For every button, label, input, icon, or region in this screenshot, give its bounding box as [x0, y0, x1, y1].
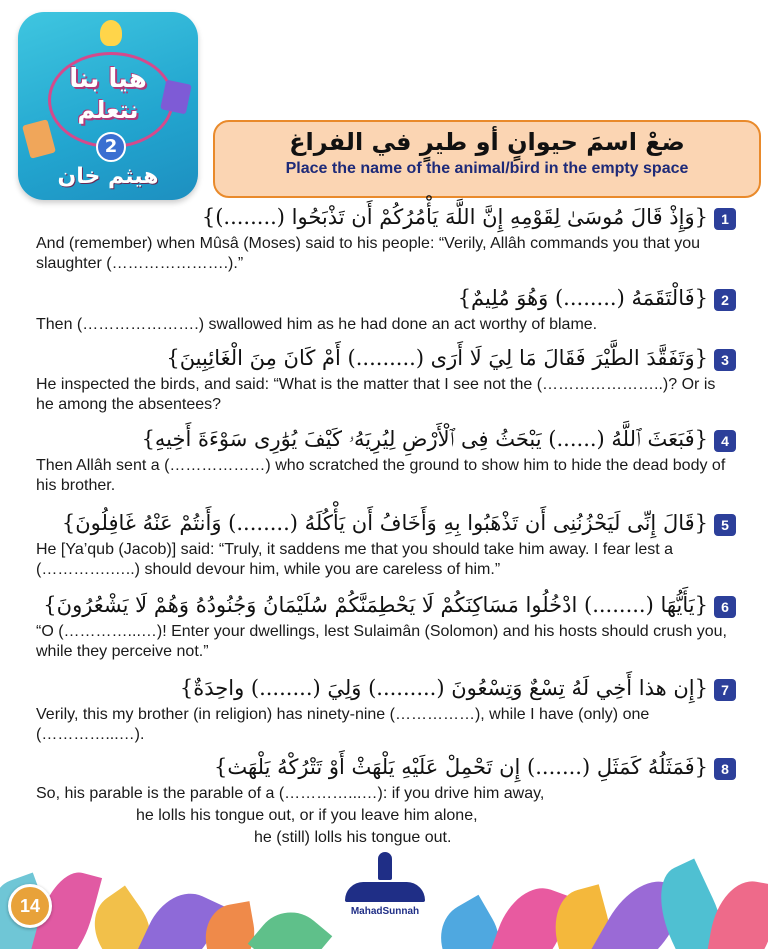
ayah-line: {وَإِذْ قَالَ مُوسَىٰ لِقَوْمِهِ إِنَّ اللَّهَ يَأْمُرُكُمْ أَن تَذْبَحُوا (........)} — [201, 205, 708, 229]
instruction-english: Place the name of the animal/bird in the empty space — [285, 160, 689, 177]
ayah-text — [36, 590, 736, 620]
ayah-text — [36, 343, 736, 373]
ayah-line: {قَالَ إِنِّى لَيَحْزُنُنِى أَن تَذْهَبُوا بِهِ وَأَخَافُ أَن يَأْكُلَهُ (........) وَأَنتُمْ عَنْهُ غَافِلُونَ} — [61, 511, 708, 535]
ayah-line: {يَأَيُّهَا (........) ادْخُلُوا مَسَاكِنَكُمْ لَا يَحْطِمَنَّكُمْ سُلَيْمَانُ وَجُنُودُهُ وَهُمْ لَا يَشْعُرُونَ} — [43, 593, 708, 617]
ayah-text — [36, 424, 736, 454]
ayah-line: {فَمَثَلُهُ كَمَثَلِ (.......) إِن تَحْمِلْ عَلَيْهِ يَلْهَثْ أَوْ تَتْرُكْهُ يَلْهَث} — [214, 755, 708, 779]
translation-text: Verily, this my brother (in religion) has ninety-nine (……………), while I have (only) one (…………...…). — [36, 706, 650, 743]
translation-text: Then Allâh sent a (………………) who scratched the ground to show him to hide the dead body of his brother. — [36, 457, 726, 494]
translation-line-2: he lolls his tongue out, or if you leave him alone, — [136, 807, 478, 824]
publisher-name: MahadSunnah — [350, 906, 420, 917]
exercise-item-4 — [36, 424, 736, 496]
ayah-text — [36, 673, 736, 703]
exercise-item-8 — [36, 752, 736, 848]
lightbulb-icon — [100, 20, 122, 46]
translation-text: “O (…………...…)! Enter your dwellings, lest Sulaimân (Solomon) and his hosts should crush you, while they perceive not.” — [36, 623, 727, 660]
exercise-item-2 — [36, 283, 736, 335]
publisher-logo — [340, 852, 430, 917]
book-icon — [22, 119, 56, 159]
translation-text: And (remember) when Mûsâ (Moses) said to his people: “Verily, Allâh commands you that you slaughter (………………….).” — [36, 235, 700, 272]
pen-icon — [378, 852, 392, 880]
logo-title-line2: نتعلم — [77, 96, 139, 124]
ayah-line: {فَالْتَقَمَهُ (........) وَهُوَ مُلِيمٌ} — [457, 286, 708, 310]
book-logo — [18, 12, 198, 200]
item-number-badge: 4 — [714, 430, 736, 452]
item-number-badge: 3 — [714, 349, 736, 371]
ayah-text — [36, 752, 736, 782]
instruction-arabic: ضعْ اسمَ حيوانٍ أو طيرٍ في الفراغ — [289, 128, 685, 156]
page-number: 14 — [8, 884, 52, 928]
item-number-badge: 1 — [714, 208, 736, 230]
translation-line-3: he (still) lolls his tongue out. — [254, 829, 452, 846]
exercise-item-7 — [36, 673, 736, 745]
translation-line-1: So, his parable is the parable of a (…………...…): if you drive him away, — [36, 785, 545, 802]
item-number-badge: 7 — [714, 679, 736, 701]
item-number-badge: 5 — [714, 514, 736, 536]
ayah-text — [36, 508, 736, 538]
exercise-item-1 — [36, 202, 736, 274]
exercise-item-3 — [36, 343, 736, 415]
item-number-badge: 2 — [714, 289, 736, 311]
open-book-icon — [345, 882, 425, 902]
ayah-line: {وَتَفَقَّدَ الطَّيْرَ فَقَالَ مَا لِيَ لَا أَرَى (.........) أَمْ كَانَ مِنَ الْغَائِبِينَ} — [166, 346, 708, 370]
exercise-item-5 — [36, 508, 736, 580]
logo-level-number: 2 — [96, 132, 126, 162]
logo-brand: هيثم خان — [57, 164, 159, 189]
exercise-item-6 — [36, 590, 736, 662]
translation-text: He [Ya’qub (Jacob)] said: “Truly, it saddens me that you should take him away. I fear lest a (………….…..) should devour him, while you are careless of him.” — [36, 541, 674, 578]
translation-text: He inspected the birds, and said: “What is the matter that I see not the (…………………..)? Or is he among the absentees? — [36, 376, 716, 413]
ayah-line: {فَبَعَثَ ٱللَّهُ (......) يَبْحَثُ فِى ٱلْأَرْضِ لِيُرِيَهُۥ كَيْفَ يُوَٰرِى سَوْءَةَ أَخِيهِ} — [141, 427, 708, 451]
ayah-line: {إِن هذا أَخِي لَهُ تِسْعٌ وَتِسْعُونَ (.........) وَلِيَ (........) واحِدَةٌ} — [179, 676, 708, 700]
logo-title-line1: هيا بنا — [69, 64, 147, 94]
ayah-text — [36, 202, 736, 232]
item-number-badge: 8 — [714, 758, 736, 780]
instruction-banner — [213, 120, 761, 198]
ayah-text — [36, 283, 736, 313]
item-number-badge: 6 — [714, 596, 736, 618]
translation-text: Then (………………….) swallowed him as he had done an act worthy of blame. — [36, 316, 598, 333]
